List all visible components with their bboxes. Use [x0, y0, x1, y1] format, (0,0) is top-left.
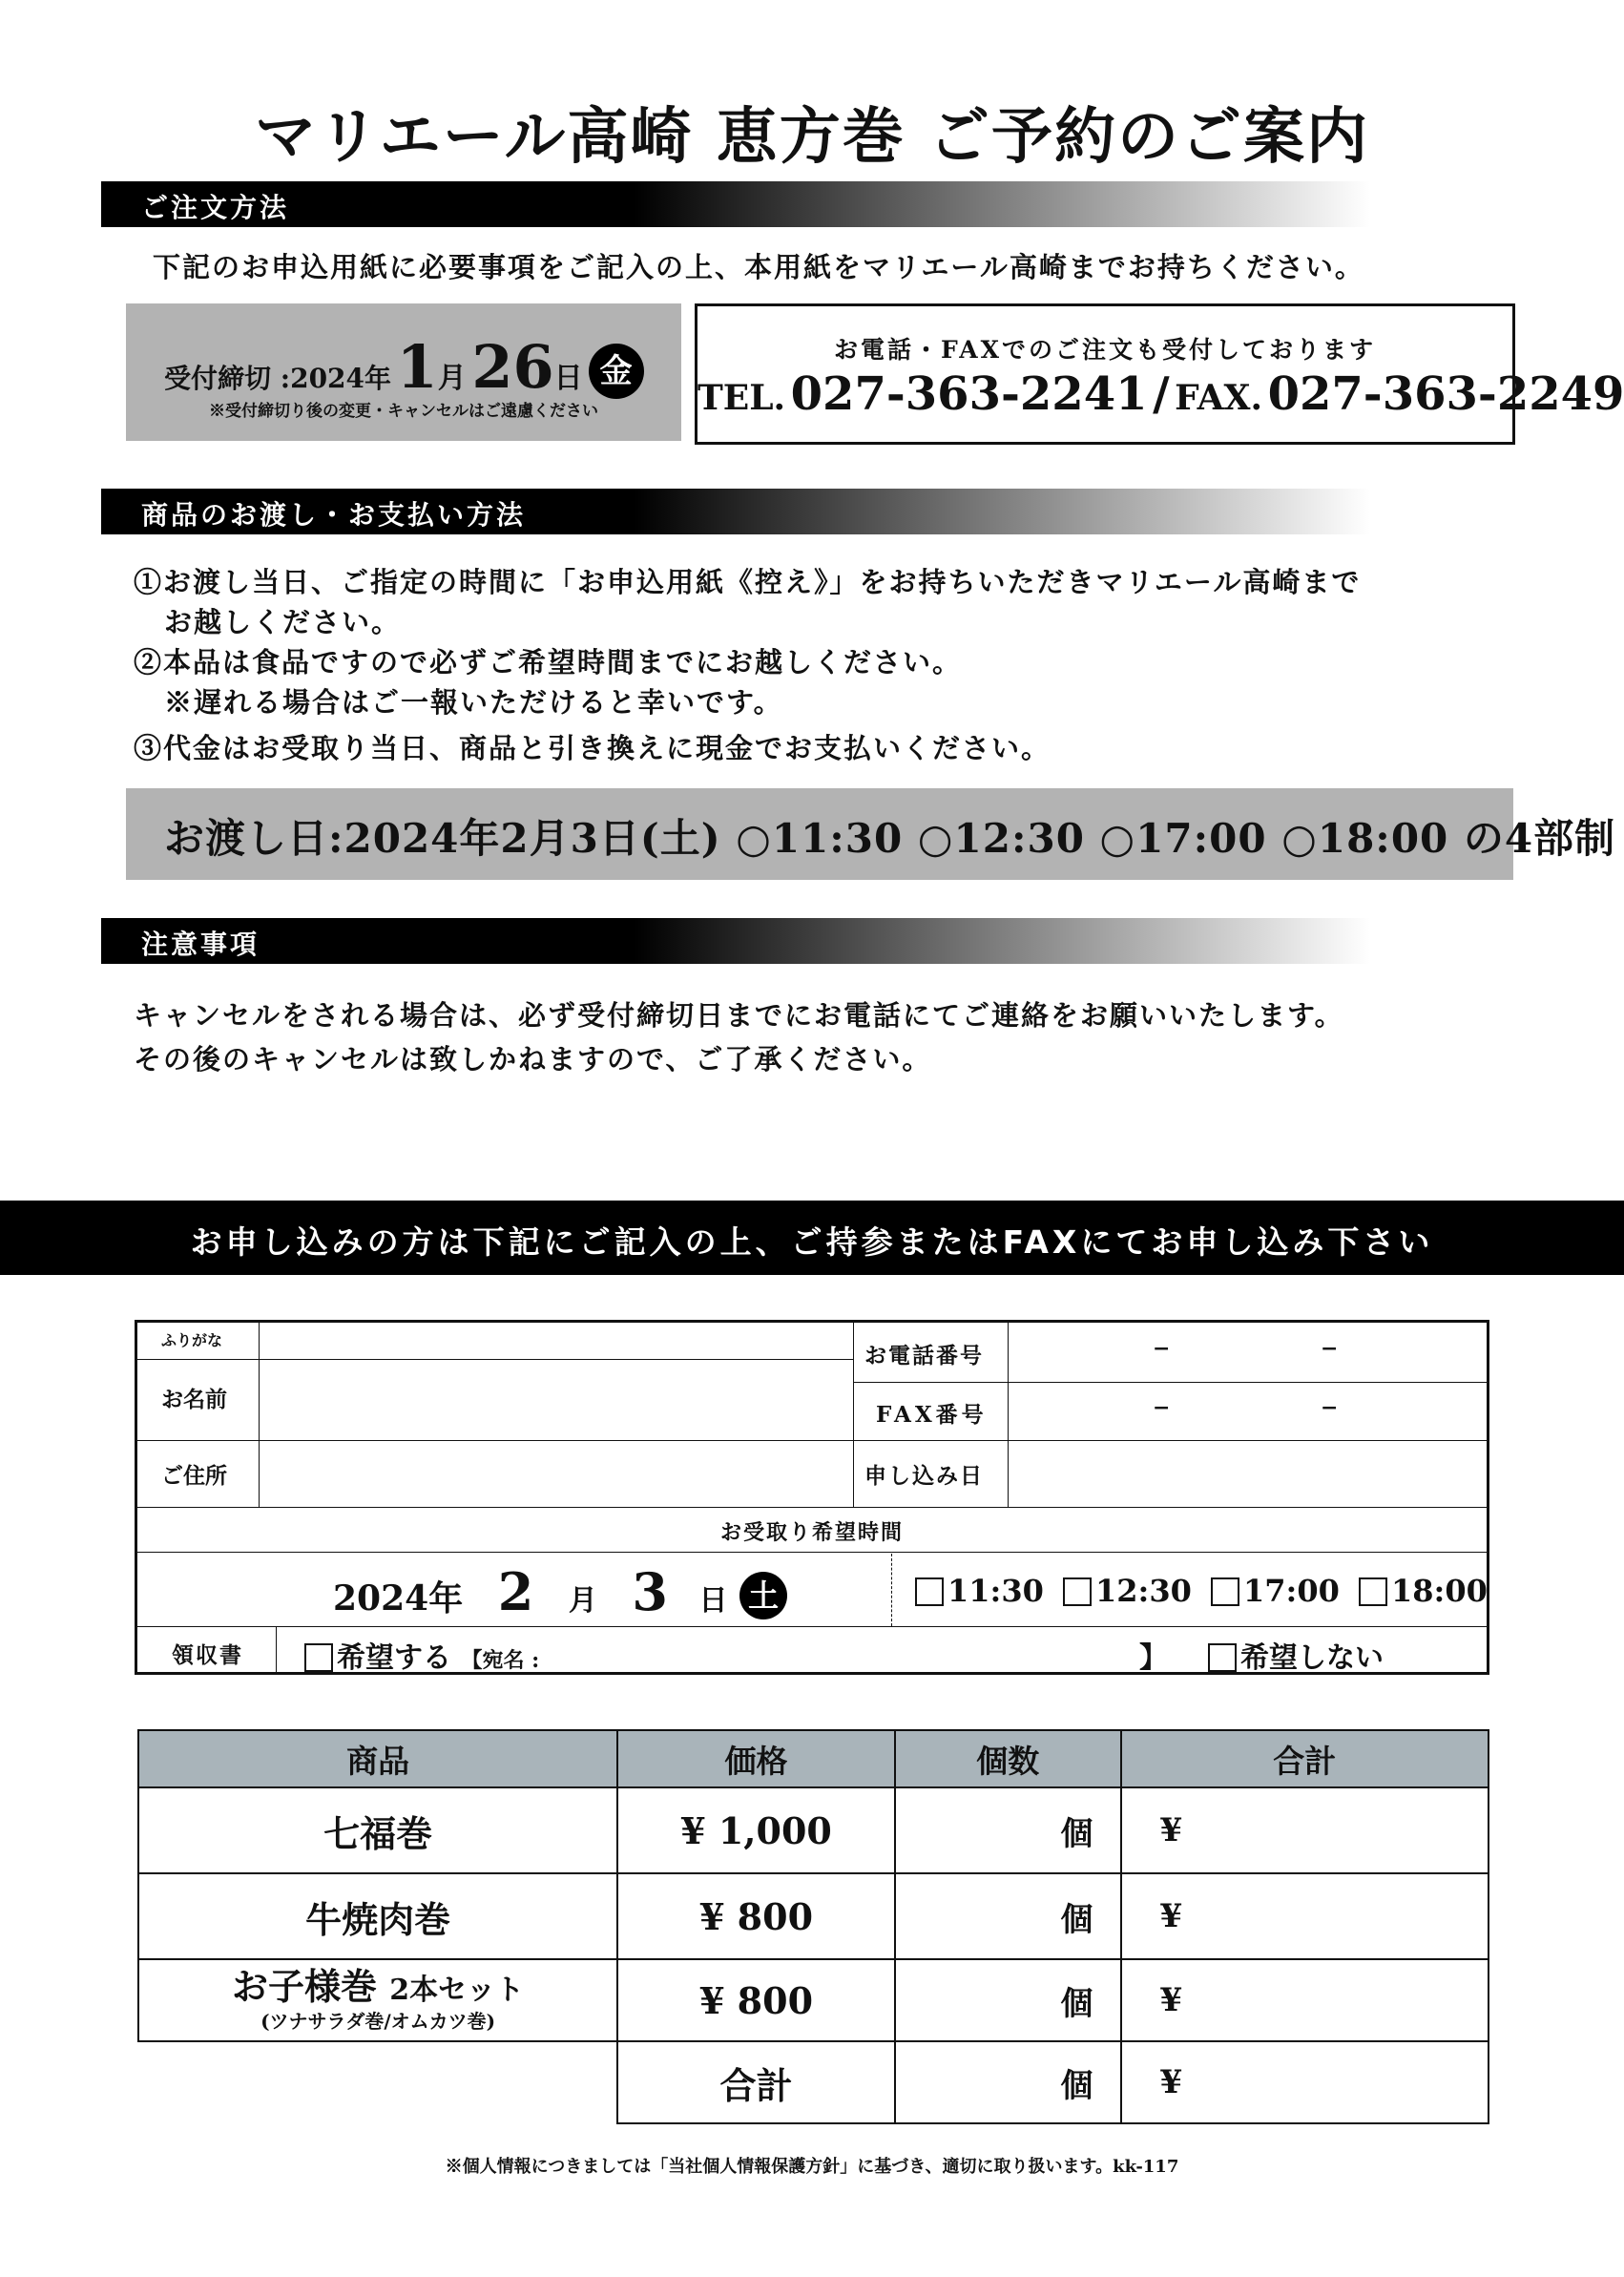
phone-box [695, 303, 1624, 445]
deadline-line [164, 332, 644, 402]
deadline-label: 受付締切 : [164, 363, 291, 394]
table-total-row [138, 2041, 1489, 2123]
apply-date-label: 申し込み日 [864, 1463, 984, 1489]
application-band [0, 1201, 1624, 1275]
delivery-line-4: ※遅れる場合はご一報いただけると幸いです。 [164, 686, 783, 719]
delivery-line-1: ①お渡し当日、ご指定の時間に「お申込用紙《控え》」をお持ちいただきマリエール高崎まで [134, 566, 1362, 598]
product-name-extra: 2本セット [389, 1974, 525, 2007]
time-label: 12:30 [1095, 1573, 1192, 1609]
table-row [138, 1959, 1489, 2041]
checkbox[interactable] [1208, 1643, 1237, 1672]
table-row [138, 1787, 1489, 1873]
dash: − [1153, 1336, 1171, 1361]
pickup-month: 2 [497, 1561, 534, 1622]
checkbox[interactable] [1211, 1577, 1239, 1606]
total-cell[interactable] [1121, 1787, 1489, 1873]
delivery-line-2: お越しください。 [164, 606, 402, 638]
pickup-year: 2024年 [333, 1578, 464, 1619]
qty-cell[interactable] [895, 1787, 1121, 1873]
pickup-day: 3 [632, 1561, 668, 1622]
time-label: 11:30 [947, 1573, 1044, 1609]
furigana-label: ふりがな [161, 1331, 223, 1349]
table-header-row [138, 1730, 1489, 1787]
furigana-input[interactable] [260, 1323, 852, 1358]
section-heading: 商品のお渡し・お支払い方法 [141, 499, 527, 531]
total-cell[interactable] [1121, 1873, 1489, 1959]
product-price: ¥ 800 [617, 1959, 895, 2041]
product-name-cell [138, 1959, 617, 2041]
qty-cell[interactable] [895, 1873, 1121, 1959]
phone-numbers [697, 367, 1624, 421]
header-qty: 個数 [895, 1730, 1121, 1787]
section-heading: ご注文方法 [141, 192, 290, 223]
deadline-month: 1 [396, 332, 438, 402]
product-name: お子様巻 [232, 1965, 378, 2008]
product-price: ¥ 800 [617, 1873, 895, 1959]
section-header-notes [101, 918, 1370, 964]
receipt-label: 領収書 [172, 1642, 243, 1668]
phone-label: お電話番号 [864, 1343, 984, 1368]
deadline-box [126, 303, 681, 441]
deadline-day-unit: 日 [553, 362, 583, 395]
addressee-label: 【宛名 : [461, 1648, 540, 1673]
receipt-want-label: 希望する [337, 1641, 451, 1675]
product-table [137, 1729, 1489, 2124]
section-heading: 注意事項 [141, 929, 260, 960]
name-input[interactable] [260, 1361, 852, 1439]
fax-label: FAX. [1175, 378, 1263, 418]
name-label: お名前 [161, 1387, 227, 1412]
yen-mark: ¥ [1159, 1981, 1183, 2019]
page-title: マリエール高崎 恵方巻 ご予約のご案内 [254, 101, 1369, 173]
fax-input[interactable] [1010, 1384, 1487, 1439]
address-label: ご住所 [161, 1463, 227, 1489]
checkbox[interactable] [1359, 1577, 1387, 1606]
fax-label: FAX番号 [876, 1402, 988, 1428]
time-option-1800[interactable] [1359, 1573, 1488, 1609]
application-form [135, 1320, 1489, 1675]
time-label: 17:00 [1243, 1573, 1340, 1609]
address-input[interactable] [260, 1442, 852, 1506]
header-total: 合計 [1121, 1730, 1489, 1787]
phone-intro: お電話・FAXでのご注文も受付しております [833, 336, 1377, 364]
notes-line-2: その後のキャンセルは致しかねますので、ご了承ください。 [134, 1043, 932, 1076]
checkbox[interactable] [1063, 1577, 1092, 1606]
section-header-delivery [101, 489, 1370, 534]
product-name: 七福巻 [138, 1787, 617, 1873]
tel-number: 027-363-2241 [790, 367, 1148, 421]
apply-date-input[interactable] [1010, 1442, 1487, 1506]
qty-cell[interactable] [895, 2041, 1121, 2123]
qty-unit: 個 [1060, 1900, 1093, 1939]
weekday-badge: 土 [739, 1572, 787, 1619]
notes-line-1: キャンセルをされる場合は、必ず受付締切日までにお電話にてご連絡をお願いいたします。 [134, 999, 1344, 1032]
delivery-date-box [126, 788, 1616, 880]
dash: − [1321, 1395, 1339, 1420]
section-header-order [101, 181, 1370, 227]
dash: − [1153, 1395, 1171, 1420]
product-sub: (ツナサラダ巻/オムカツ巻) [260, 2010, 496, 2033]
addressee-close: 】 [1139, 1641, 1168, 1675]
total-label: 合計 [617, 2041, 895, 2123]
deadline-month-unit: 月 [437, 362, 467, 395]
product-name: 牛焼肉巻 [138, 1873, 617, 1959]
yen-mark: ¥ [1159, 1811, 1183, 1849]
time-option-1130[interactable] [915, 1573, 1044, 1609]
privacy-footnote: ※個人情報につきましては「当社個人情報保護方針」に基づき、適切に取り扱います。kk-117 [445, 2157, 1179, 2177]
month-unit: 月 [568, 1584, 597, 1618]
order-instruction: 下記のお申込用紙に必要事項をご記入の上、本用紙をマリエール高崎までお持ちください。 [153, 251, 1364, 283]
pickup-date [333, 1561, 787, 1622]
qty-unit: 個 [1060, 2066, 1093, 2105]
delivery-line-3: ②本品は食品ですので必ずご希望時間までにお越しください。 [134, 646, 963, 679]
total-cell[interactable] [1121, 2041, 1489, 2123]
deadline-note: ※受付締切り後の変更・キャンセルはご遠慮ください [209, 402, 598, 421]
deadline-year: 2024年 [290, 363, 392, 394]
empty-cell [138, 2041, 617, 2123]
yen-mark: ¥ [1159, 2063, 1183, 2101]
yen-mark: ¥ [1159, 1897, 1183, 1935]
qty-cell[interactable] [895, 1959, 1121, 2041]
checkbox[interactable] [304, 1643, 333, 1672]
addressee-input[interactable] [557, 1630, 1130, 1670]
deadline-day: 26 [471, 332, 554, 402]
pickup-header: お受取り希望時間 [719, 1520, 904, 1545]
product-price: ¥ 1,000 [617, 1787, 895, 1873]
delivery-date: お渡し日:2024年2月3日(土) ○11:30 ○12:30 ○17:00 ○18:00 の4部制 [164, 815, 1616, 862]
delivery-line-5: ③代金はお受取り当日、商品と引き換えに現金でお支払いください。 [134, 732, 1051, 764]
application-instruction: お申し込みの方は下記にご記入の上、ご持参またはFAXにてお申し込み下さい [190, 1223, 1434, 1261]
tel-label: TEL. [697, 378, 786, 418]
header-product: 商品 [138, 1730, 617, 1787]
dash: − [1321, 1336, 1339, 1361]
time-option-1700[interactable] [1211, 1573, 1340, 1609]
qty-unit: 個 [1060, 1984, 1093, 2023]
table-row [138, 1873, 1489, 1959]
qty-unit: 個 [1060, 1814, 1093, 1853]
header-price: 価格 [617, 1730, 895, 1787]
weekday-badge: 金 [589, 344, 644, 399]
checkbox[interactable] [915, 1577, 944, 1606]
total-cell[interactable] [1121, 1959, 1489, 2041]
time-option-1230[interactable] [1063, 1573, 1192, 1609]
time-label: 18:00 [1391, 1573, 1488, 1609]
receipt-no-label: 希望しない [1240, 1641, 1384, 1675]
separator: / [1153, 367, 1170, 421]
fax-number: 027-363-2249 [1267, 367, 1624, 421]
receipt-no-option[interactable] [1208, 1634, 1384, 1676]
day-unit: 日 [698, 1584, 728, 1618]
phone-input[interactable] [1010, 1323, 1487, 1381]
receipt-want-option[interactable] [304, 1634, 539, 1676]
